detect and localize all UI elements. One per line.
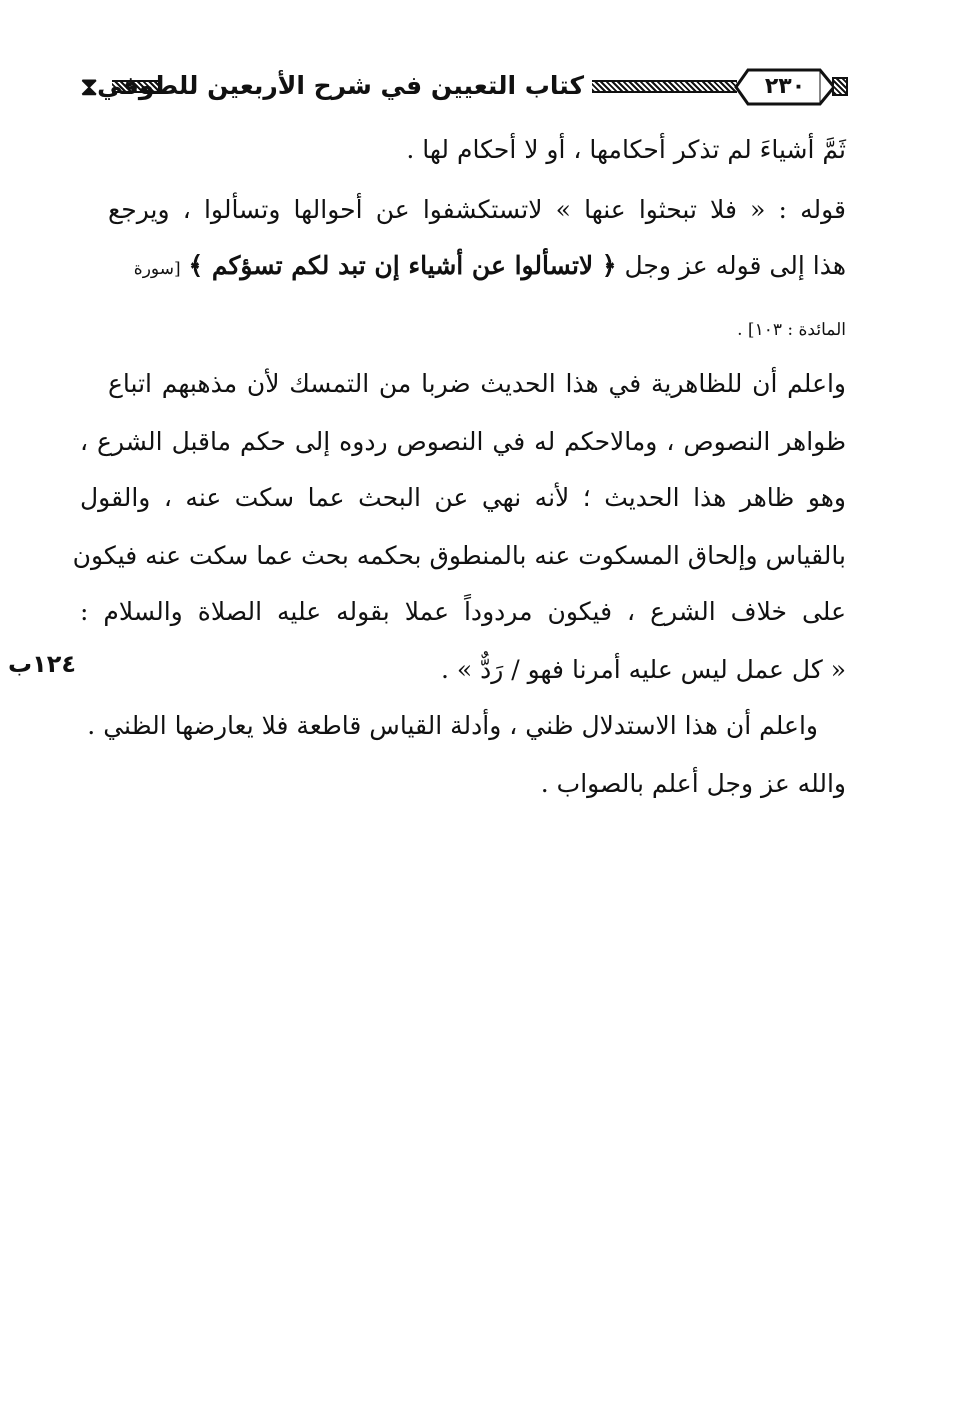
text-line-5: واعلم أن للظاهرية في هذا الحديث ضربا من التمسك لأن مذهبهم اتباع bbox=[108, 369, 846, 398]
text-line-11: واعلم أن هذا الاستدلال ظني ، وأدلة القياس قاطعة فلا يعارضها الظني . bbox=[87, 711, 818, 740]
closing-line: والله عز وجل أعلم بالصواب . bbox=[540, 769, 846, 798]
header-ornament-tail bbox=[832, 77, 848, 96]
surah-citation-end: المائدة : ١٠٣] . bbox=[737, 320, 846, 340]
quran-quote: ﴿ لاتسألوا عن أشياء إن تبد لكم تسؤكم ﴾ bbox=[188, 251, 617, 280]
text-line-2: قوله : « فلا تبحثوا عنها » لاتستكشفوا عن أحوالها وتسألوا ، ويرجع bbox=[108, 195, 846, 224]
page-number-badge bbox=[734, 67, 836, 107]
book-title: كتاب التعيين في شرح الأربعين للطوفي bbox=[97, 71, 584, 100]
running-header bbox=[78, 66, 848, 108]
text-line-8: بالقياس وإلحاق المسكوت عنه بالمنطوق بحكمه بحث عما سكت عنه فيكون bbox=[72, 541, 846, 570]
text-line-1: ثَمَّ أشياءَ لم تذكر أحكامها ، أو لا أحكام لها . bbox=[406, 135, 846, 164]
text-line-3-lead: هذا إلى قوله عز وجل bbox=[624, 251, 846, 280]
text-line-9: على خلاف الشرع ، فيكون مردوداً عملا بقوله عليه الصلاة والسلام : bbox=[80, 597, 846, 626]
text-line-7: وهو ظاهر هذا الحديث ؛ لأنه نهي عن البحث عما سكت عنه ، والقول bbox=[80, 483, 846, 512]
manuscript-folio-note: ١٢٤ب bbox=[8, 650, 77, 678]
text-line-3 bbox=[80, 246, 846, 289]
text-line-6: ظواهر النصوص ، ومالاحكم له في النصوص ردوه إلى حكم ماقبل الشرع ، bbox=[80, 427, 846, 456]
header-end-ornament: ⧗ bbox=[80, 72, 99, 102]
hadith-quote: « كل عمل ليس عليه أمرنا فهو / رَدٌّ » . bbox=[440, 655, 846, 684]
surah-citation-start: [سورة bbox=[133, 259, 181, 279]
header-ornament-bar-right bbox=[592, 80, 737, 93]
page-number: ٢٣٠ bbox=[764, 74, 806, 99]
